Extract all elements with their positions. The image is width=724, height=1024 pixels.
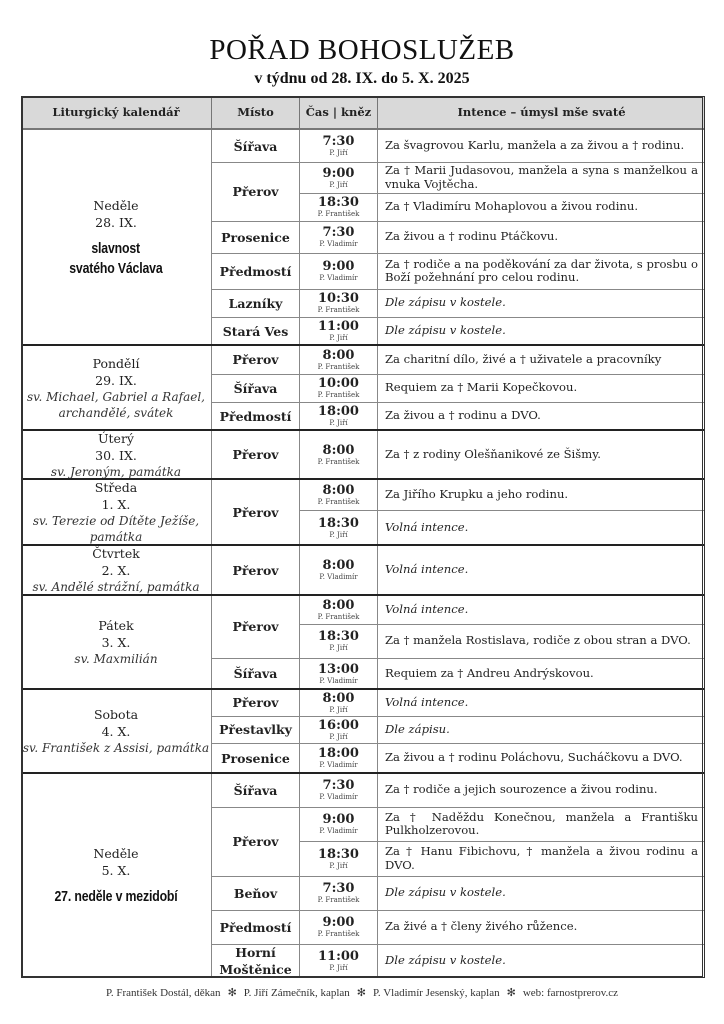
place-cell — [212, 253, 300, 289]
intention-cell — [378, 773, 705, 807]
row-divider — [300, 193, 705, 194]
intention-cell — [378, 402, 705, 430]
intention-cell — [378, 545, 705, 595]
place-cell — [212, 430, 300, 479]
mass-time: 11:00 — [318, 319, 359, 334]
time-cell — [300, 716, 378, 743]
day-date: 28. IX. — [95, 214, 137, 230]
mass-priest: P. František — [317, 306, 360, 314]
time-cell — [300, 130, 378, 162]
day-name: Sobota — [93, 707, 139, 722]
day-date: 3. X. — [101, 635, 131, 650]
day-cell — [21, 689, 212, 773]
row-divider — [212, 162, 705, 163]
place-cell — [212, 689, 300, 716]
intention-text: Dle zápisu v kostele. — [385, 323, 506, 338]
mass-time: 18:30 — [318, 629, 359, 644]
intention-text: Za živé a † členy živého růžence. — [385, 919, 578, 934]
footer-separator: ✻ — [506, 987, 516, 999]
mass-time: 18:00 — [318, 746, 359, 761]
footer-separator: ✻ — [227, 987, 237, 999]
day-date: 4. X. — [101, 724, 131, 739]
mass-priest: P. Jiří — [329, 732, 348, 741]
place-name: Lazníky — [228, 295, 283, 311]
row-divider — [300, 510, 705, 511]
place-cell — [212, 317, 300, 345]
row-divider — [21, 429, 705, 431]
mass-time: 8:00 — [322, 442, 355, 458]
place-cell — [212, 658, 300, 689]
time-cell — [300, 773, 378, 807]
day-date: 5. X. — [101, 862, 131, 878]
mass-time: 18:30 — [318, 195, 359, 210]
day-cell — [21, 773, 212, 978]
mass-time: 8:00 — [322, 482, 355, 498]
mass-time: 18:30 — [318, 515, 359, 531]
intention-text: Za † rodiče a jejich sourozence a živou rodinu. — [385, 782, 658, 797]
intention-text: Za † Marii Judasovou, manžela a syna s manželkou a vnuka Vojtěcha. — [385, 163, 698, 191]
mass-priest: P. Jiří — [329, 180, 348, 189]
place-name: Prosenice — [221, 750, 290, 766]
mass-time: 7:30 — [322, 881, 355, 896]
mass-time: 7:30 — [322, 134, 355, 149]
header-intention: Intence – úmysl mše svaté — [378, 96, 705, 130]
row-divider — [21, 594, 705, 596]
mass-priest: P. Vladimír — [319, 240, 358, 248]
mass-priest: P. Jiří — [329, 644, 348, 652]
intention-text: Za † Naděždu Konečnou, manžela a Františku Pulkholzerovou. — [385, 809, 698, 837]
mass-priest: P. František — [317, 497, 360, 506]
footer — [0, 986, 724, 999]
intention-text: Volná intence. — [385, 601, 469, 616]
row-divider — [212, 944, 705, 945]
day-saint: sv. Andělé strážní, památka — [32, 580, 200, 594]
mass-time: 9:00 — [322, 812, 355, 827]
place-name: Šířava — [233, 782, 278, 798]
mass-time: 18:00 — [318, 404, 359, 419]
place-name: Přerov — [232, 504, 279, 520]
row-divider — [212, 876, 705, 877]
time-cell — [300, 289, 378, 317]
time-cell — [300, 374, 378, 402]
mass-priest: P. František — [317, 391, 360, 399]
mass-priest: P. Jiří — [329, 705, 348, 714]
place-cell — [212, 479, 300, 545]
row-divider — [212, 289, 705, 290]
time-cell — [300, 253, 378, 289]
intention-cell — [378, 162, 705, 193]
intention-cell — [378, 910, 705, 944]
place-cell — [212, 345, 300, 374]
footer-separator: ✻ — [356, 987, 367, 999]
intention-cell — [378, 374, 705, 402]
place-name: Přestavlky — [219, 722, 292, 737]
mass-priest: P. Vladimír — [319, 793, 358, 801]
intention-cell — [378, 944, 705, 978]
place-cell — [212, 545, 300, 595]
place-cell — [212, 402, 300, 430]
mass-priest: P. Vladimír — [319, 761, 358, 769]
mass-priest: P. Vladimír — [319, 573, 358, 581]
place-cell — [212, 910, 300, 944]
place-cell — [212, 221, 300, 253]
intention-text: Dle zápisu v kostele. — [385, 953, 506, 968]
place-cell — [212, 162, 300, 221]
mass-priest: P. František — [317, 457, 360, 466]
day-saint: sv. Maxmilián — [74, 652, 158, 666]
intention-text: Za živou a † rodinu Poláchovu, Sucháčkovu a DVO. — [385, 750, 683, 765]
mass-time: 8:00 — [322, 597, 355, 613]
intention-cell — [378, 624, 705, 658]
intention-text: Za Jiřího Krupku a jeho rodinu. — [385, 486, 569, 501]
place-name: Přerov — [232, 184, 279, 199]
intention-text: Za švagrovou Karlu, manžela a za živou a † rodinu. — [385, 138, 685, 153]
time-cell — [300, 624, 378, 658]
time-cell — [300, 910, 378, 944]
day-cell — [21, 545, 212, 595]
intention-cell — [378, 658, 705, 689]
place-cell — [212, 807, 300, 876]
intention-text: Za † Vladimíru Mohaplovou a živou rodinu. — [385, 199, 639, 214]
intention-cell — [378, 130, 705, 162]
place-name: Přerov — [232, 834, 279, 849]
row-divider — [21, 478, 705, 480]
day-cell — [21, 595, 212, 689]
intention-text: Requiem za † Marii Kopečkovou. — [385, 380, 578, 395]
day-name: Čtvrtek — [92, 546, 140, 561]
page-title: POŘAD BOHOSLUŽEB — [209, 34, 515, 66]
row-divider — [212, 807, 705, 808]
day-name: Neděle — [93, 845, 139, 861]
day-name: Úterý — [98, 430, 134, 446]
intention-cell — [378, 716, 705, 743]
place-cell — [212, 876, 300, 910]
intention-text: Za † rodiče a na poděkování za dar života, s prosbu o Boží požehnání pro celou rodinu. — [385, 256, 698, 284]
intention-cell — [378, 430, 705, 479]
row-divider — [212, 253, 705, 254]
intention-cell — [378, 595, 705, 624]
mass-priest: P. Jiří — [329, 149, 348, 157]
intention-cell — [378, 345, 705, 374]
time-cell — [300, 876, 378, 910]
day-cell — [21, 479, 212, 545]
intention-text: Za charitní dílo, živé a † uživatele a pracovníky — [385, 351, 662, 366]
mass-time: 10:00 — [318, 376, 359, 391]
row-divider — [212, 402, 705, 403]
place-name: Šířava — [233, 380, 278, 396]
mass-priest: P. František — [317, 896, 360, 904]
time-cell — [300, 479, 378, 510]
mass-priest: P. František — [317, 612, 360, 621]
time-cell — [300, 841, 378, 876]
mass-time: 11:00 — [318, 949, 359, 964]
place-name: Přerov — [232, 695, 279, 710]
day-cell — [21, 130, 212, 345]
place-name: Šířava — [233, 666, 278, 681]
row-divider — [212, 743, 705, 744]
mass-priest: P. Vladimír — [319, 827, 358, 835]
place-name: Šířava — [233, 138, 278, 154]
time-cell — [300, 545, 378, 595]
place-name: Beňov — [233, 885, 278, 901]
intention-cell — [378, 289, 705, 317]
mass-time: 13:00 — [318, 661, 359, 677]
intention-cell — [378, 221, 705, 253]
time-cell — [300, 689, 378, 716]
day-saint: sv. František z Assisi, památka — [22, 741, 210, 755]
place-cell — [212, 289, 300, 317]
schedule-table — [21, 96, 705, 978]
intention-cell — [378, 479, 705, 510]
time-cell — [300, 317, 378, 345]
mass-priest: P. Jiří — [329, 530, 348, 539]
time-cell — [300, 430, 378, 479]
row-divider — [21, 344, 705, 346]
day-name: Pátek — [98, 618, 134, 633]
intention-cell — [378, 807, 705, 841]
row-divider — [212, 317, 705, 318]
intention-text: Requiem za † Andreu Andrýskovou. — [385, 665, 594, 680]
intention-text: Za † z rodiny Olešňanikové ze Šišmy. — [385, 446, 601, 461]
time-cell — [300, 345, 378, 374]
place-name: Prosenice — [221, 229, 290, 245]
mass-time: 9:00 — [322, 259, 355, 274]
mass-priest: P. Vladimír — [319, 274, 358, 282]
mass-time: 18:30 — [318, 846, 359, 862]
intention-cell — [378, 743, 705, 773]
day-saint: sv. Jeroným, památka — [50, 464, 182, 479]
row-divider — [300, 624, 705, 625]
place-name: Přerov — [232, 447, 279, 462]
intention-cell — [378, 689, 705, 716]
mass-time: 10:30 — [318, 291, 359, 306]
intention-cell — [378, 253, 705, 289]
row-divider — [212, 374, 705, 375]
mass-priest: P. František — [317, 930, 360, 938]
mass-priest: P. Jiří — [329, 964, 348, 972]
intention-text: Volná intence. — [385, 694, 469, 709]
day-feast: 27. neděle v mezidobí — [54, 887, 178, 905]
place-cell — [212, 944, 300, 978]
mass-time: 7:30 — [322, 778, 355, 793]
row-divider — [212, 658, 705, 659]
mass-time: 7:30 — [322, 225, 355, 240]
place-cell — [212, 130, 300, 162]
time-cell — [300, 510, 378, 545]
intention-cell — [378, 510, 705, 545]
place-cell — [212, 595, 300, 658]
place-cell — [212, 374, 300, 402]
day-feast: slavnost — [91, 239, 141, 257]
intention-cell — [378, 193, 705, 221]
mass-time: 8:00 — [322, 558, 355, 573]
mass-priest: P. Jiří — [329, 419, 348, 427]
day-date: 30. IX. — [95, 447, 137, 463]
day-name: Pondělí — [92, 355, 140, 371]
day-saint: sv. Terezie od Dítěte Ježíše, památka — [32, 514, 200, 544]
row-divider — [212, 910, 705, 911]
footer-dean: P. František Dostál, děkan — [105, 987, 221, 999]
intention-text: Za † Hanu Fibichovu, † manžela a živou rodinu a DVO. — [385, 844, 698, 872]
time-cell — [300, 595, 378, 624]
intention-cell — [378, 317, 705, 345]
page-subtitle: v týdnu od 28. IX. do 5. X. 2025 — [254, 70, 470, 87]
place-name: Předmostí — [219, 408, 292, 424]
header-place: Místo — [212, 96, 300, 130]
header-time: Čas | kněz — [300, 96, 378, 130]
time-cell — [300, 162, 378, 193]
place-cell — [212, 773, 300, 807]
mass-priest: P. Jiří — [329, 334, 348, 342]
mass-priest: P. František — [317, 210, 360, 218]
day-cell — [21, 430, 212, 479]
row-divider — [212, 221, 705, 222]
intention-text: Dle zápisu. — [385, 721, 450, 736]
row-divider — [300, 841, 705, 842]
place-name: Horní Moštěnice — [219, 945, 292, 977]
intention-text: Dle zápisu v kostele. — [385, 295, 506, 310]
intention-text: Za † manžela Rostislava, rodiče z obou stran a DVO. — [385, 633, 691, 648]
intention-text: Za živou a † rodinu Ptáčkovu. — [385, 229, 559, 244]
day-cell — [21, 345, 212, 430]
day-name: Neděle — [93, 197, 139, 213]
place-name: Přerov — [232, 562, 279, 578]
day-date: 2. X. — [101, 563, 131, 578]
intention-cell — [378, 876, 705, 910]
place-name: Stará Ves — [222, 323, 289, 339]
intention-text: Volná intence. — [385, 562, 469, 577]
intention-cell — [378, 841, 705, 876]
time-cell — [300, 658, 378, 689]
mass-priest: P. František — [317, 362, 360, 371]
intention-text: Dle zápisu v kostele. — [385, 885, 506, 900]
place-cell — [212, 743, 300, 773]
place-name: Předmostí — [219, 263, 292, 279]
time-cell — [300, 193, 378, 221]
day-feast: svatého Václava — [69, 259, 163, 277]
intention-text: Volná intence. — [385, 519, 469, 534]
mass-time: 16:00 — [318, 717, 359, 733]
place-name: Přerov — [232, 352, 279, 367]
time-cell — [300, 944, 378, 978]
row-divider — [21, 544, 705, 546]
footer-website[interactable]: web: farnostprerov.cz — [522, 987, 619, 999]
time-cell — [300, 221, 378, 253]
mass-time: 8:00 — [322, 347, 355, 363]
place-cell — [212, 716, 300, 743]
mass-time: 9:00 — [322, 165, 355, 181]
row-divider — [212, 716, 705, 717]
time-cell — [300, 402, 378, 430]
place-name: Přerov — [232, 619, 279, 634]
footer-chaplain-1: P. Jiří Zámečník, kaplan — [243, 987, 350, 999]
mass-priest: P. Vladimír — [319, 676, 358, 685]
day-date: 1. X. — [101, 497, 131, 512]
day-name: Středa — [94, 480, 138, 495]
intention-text: Za živou a † rodinu a DVO. — [385, 408, 541, 423]
row-divider — [21, 688, 705, 690]
day-date: 29. IX. — [95, 372, 137, 388]
mass-priest: P. Jiří — [329, 861, 348, 870]
mass-time: 9:00 — [322, 915, 355, 930]
footer-chaplain-2: P. Vladimír Jesenský, kaplan — [373, 987, 500, 999]
time-cell — [300, 807, 378, 841]
place-name: Předmostí — [219, 919, 292, 935]
mass-time: 8:00 — [322, 690, 355, 706]
row-divider — [21, 772, 705, 774]
day-saint: sv. Michael, Gabriel a Rafael, archandělé, svátek — [27, 389, 205, 420]
header-calendar: Liturgický kalendář — [21, 96, 212, 130]
time-cell — [300, 743, 378, 773]
